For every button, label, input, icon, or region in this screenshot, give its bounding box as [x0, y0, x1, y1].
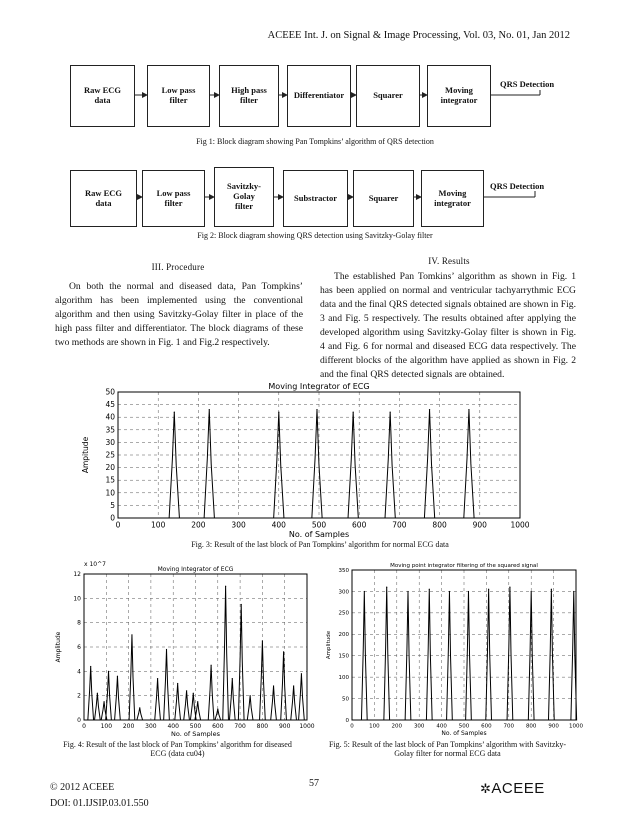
data-point: [117, 676, 118, 677]
y-tick-label: 12: [73, 571, 81, 578]
fig2-diagram: [0, 165, 638, 245]
x-tick-label: 800: [432, 520, 447, 530]
data-point: [551, 589, 552, 590]
chart-title: Moving Integrator of ECG: [268, 382, 370, 391]
data-point: [157, 678, 158, 679]
y-axis-label: Amplitude: [55, 631, 62, 663]
fig3-chart: [70, 380, 530, 540]
data-point: [283, 651, 284, 652]
y-tick-label: 5: [110, 500, 115, 510]
x-tick-label: 300: [231, 520, 246, 530]
x-tick-label: 300: [413, 723, 425, 730]
y-tick-label: 100: [338, 674, 349, 681]
fig1-caption: Fig 1: Block diagram showing Pan Tompkins’ algorithm of QRS detection: [196, 137, 434, 146]
series-line: [352, 587, 577, 720]
y-tick-label: 0: [110, 513, 115, 523]
x-tick-label: 0: [115, 520, 121, 530]
x-tick-label: 500: [189, 723, 202, 730]
data-point: [301, 673, 302, 674]
fig5-caption: Fig. 5: Result of the last block of Pan Tompkins’ algorithm with Savitzky-Golay filter for normal ECG data: [328, 740, 567, 758]
x-axis-label: No. of Samples: [288, 530, 350, 539]
y-tick-label: 40: [105, 412, 115, 422]
y-axis-label: Amplitude: [326, 630, 332, 660]
x-tick-label: 1000: [510, 520, 530, 530]
fig2-output-label: QRS Detection: [490, 181, 545, 191]
x-tick-label: 100: [369, 723, 380, 730]
data-point: [232, 678, 233, 679]
y-tick-label: 15: [105, 475, 115, 485]
y-tick-label: 300: [338, 589, 349, 596]
fig2-block-subtractor: Substractor: [283, 170, 348, 227]
x-tick-label: 200: [122, 723, 135, 730]
data-point: [449, 591, 450, 592]
y-tick-label: 200: [338, 632, 349, 639]
results-paragraph: [320, 270, 576, 382]
y-tick-label: 50: [105, 387, 115, 397]
x-axis-label: No. of Samples: [441, 730, 487, 737]
x-tick-label: 200: [391, 723, 403, 730]
x-tick-label: 400: [436, 723, 447, 730]
data-point: [429, 589, 430, 590]
data-point: [468, 409, 469, 410]
data-point: [193, 693, 194, 694]
data-point: [186, 690, 187, 691]
y-tick-label: 20: [105, 463, 115, 473]
page-number: 57: [309, 778, 319, 789]
data-point: [353, 412, 354, 413]
data-point: [139, 707, 140, 708]
x-tick-label: 700: [234, 723, 246, 730]
x-tick-label: 100: [100, 723, 113, 730]
data-point: [468, 591, 469, 592]
x-tick-label: 900: [278, 723, 291, 730]
data-point: [509, 587, 510, 588]
y-tick-label: 25: [105, 450, 115, 460]
fig1-block-moving-integrator: Moving integrator: [427, 65, 491, 127]
y-tick-label: 8: [77, 619, 81, 627]
x-tick-label: 500: [458, 723, 470, 730]
fig2-block-low-pass: Low pass filter: [142, 170, 205, 227]
y-tick-label: 10: [105, 488, 115, 498]
data-point: [531, 591, 532, 592]
x-tick-label: 100: [151, 520, 166, 530]
y-tick-label: 35: [105, 425, 115, 435]
logo-star-icon: ✲: [480, 781, 492, 796]
fig4-chart: [52, 558, 317, 738]
y-tick-label: 150: [338, 653, 349, 660]
fig2-caption: Fig 2: Block diagram showing QRS detection using Savitzky-Golay filter: [197, 231, 433, 240]
x-tick-label: 900: [472, 520, 487, 530]
data-point: [316, 409, 317, 410]
data-point: [174, 412, 175, 413]
procedure-heading: III. Procedure: [151, 262, 205, 272]
fig1-block-squarer: Squarer: [356, 65, 420, 127]
data-point: [407, 591, 408, 592]
results-heading: IV. Results: [428, 256, 470, 266]
fig2-block-raw-ecg: Raw ECG data: [70, 170, 137, 227]
data-point: [386, 587, 387, 588]
y-tick-label: 0: [77, 717, 81, 724]
x-tick-label: 300: [145, 723, 157, 730]
x-tick-label: 400: [167, 723, 179, 730]
x-tick-label: 700: [392, 520, 407, 530]
data-point: [177, 683, 178, 684]
x-tick-label: 400: [271, 520, 286, 530]
data-point: [97, 693, 98, 694]
chart-title: Moving Integrator of ECG: [157, 566, 234, 573]
y-tick-label: 30: [105, 437, 115, 447]
journal-header: ACEEE Int. J. on Signal & Image Processing, Vol. 03, No. 01, Jan 2012: [267, 30, 570, 41]
data-point: [103, 701, 104, 702]
fig1-output-label: QRS Detection: [500, 79, 555, 89]
procedure-paragraph: [55, 280, 303, 350]
data-point: [273, 685, 274, 686]
x-tick-label: 700: [503, 723, 515, 730]
x-tick-label: 1000: [299, 723, 315, 730]
y-tick-label: 10: [73, 595, 81, 603]
procedure-text: On both the normal and diseased data, Pan Tompkins’ algorithm has been implemented using the conventional algorithm and then using Savitzky-Golay filter in place of the high pass filter and differentiator. The block diagrams of these two methods are shown in Fig. 1 and Fig.2 respectively.: [55, 281, 303, 348]
footer-doi: DOI: 01.IJSIP.03.01.550: [50, 798, 149, 809]
y-tick-label: 6: [77, 644, 81, 651]
chart-title: Moving point integrator filtering of the squared signal: [390, 563, 538, 569]
fig5-chart: [318, 558, 586, 738]
x-tick-label: 800: [525, 723, 537, 730]
fig4-caption: Fig. 4: Result of the last block of Pan Tompkins’ algorithm for diseased ECG (data cu04): [63, 740, 292, 758]
fig2-block-moving-integrator: Moving integrator: [421, 170, 484, 227]
data-point: [209, 409, 210, 410]
data-point: [429, 409, 430, 410]
data-point: [390, 412, 391, 413]
data-point: [278, 412, 279, 413]
data-point: [108, 671, 109, 672]
data-point: [90, 666, 91, 667]
y-axis-label: Ampitude: [81, 436, 90, 474]
x-tick-label: 800: [256, 723, 269, 730]
logo-text: ACEEE: [491, 780, 545, 797]
x-tick-label: 0: [82, 723, 86, 730]
aceee-logo: [480, 780, 545, 797]
y-tick-label: 2: [77, 692, 81, 700]
data-point: [131, 634, 132, 635]
results-text: The established Pan Tomkins’ algorithm as shown in Fig. 1 has been applied on normal and ventricular tachyarrythmic ECG data and the final QRS detected signals obtained are shown in Fig. 3 and Fig. 5 respectively. The results obtained after applying the developed algorithm using Savitzky-Golay filter is shown in Fig. 4 and Fig. 6 for normal and diseased ECG data respectively. The different blocks of the algorithm have applied as shown in Fig. 2 and the final QRS detected signals are obtained.: [320, 271, 576, 380]
fig1-block-high-pass: High pass filter: [219, 65, 279, 127]
data-point: [211, 665, 212, 666]
data-point: [364, 591, 365, 592]
footer-copyright: © 2012 ACEEE: [50, 782, 115, 793]
data-point: [488, 589, 489, 590]
data-point: [225, 586, 226, 587]
data-point: [250, 695, 251, 696]
x-tick-label: 200: [191, 520, 206, 530]
fig1-diagram: [0, 0, 638, 170]
fig3-caption: Fig. 3: Result of the last block of Pan Tompkins’ algorithm for normal ECG data: [191, 540, 449, 549]
y-tick-label: 50: [342, 696, 349, 703]
x-tick-label: 0: [350, 723, 354, 730]
data-point: [293, 685, 294, 686]
y-exponent-label: x 10^7: [84, 561, 106, 568]
y-tick-label: 250: [338, 610, 349, 617]
fig1-block-low-pass: Low pass filter: [147, 65, 210, 127]
data-point: [217, 708, 218, 709]
y-tick-label: 45: [105, 400, 115, 410]
y-tick-label: 0: [345, 717, 349, 724]
x-tick-label: 600: [212, 723, 224, 730]
data-point: [573, 591, 574, 592]
fig2-block-squarer: Squarer: [353, 170, 414, 227]
data-point: [197, 701, 198, 702]
x-axis-label: No. of Samples: [171, 730, 220, 738]
x-tick-label: 1000: [569, 723, 583, 730]
x-tick-label: 600: [352, 520, 367, 530]
fig1-block-raw-ecg: Raw ECG data: [70, 65, 135, 127]
y-tick-label: 350: [338, 567, 349, 574]
data-point: [241, 604, 242, 605]
fig2-block-savitzky-golay: Savitzky- Golay filter: [214, 167, 274, 227]
data-point: [166, 649, 167, 650]
x-tick-label: 600: [481, 723, 492, 730]
x-tick-label: 500: [311, 520, 327, 530]
fig1-block-differentiator: Differentiator: [287, 65, 351, 127]
x-tick-label: 900: [548, 723, 559, 730]
y-tick-label: 4: [77, 668, 81, 676]
data-point: [262, 640, 263, 641]
